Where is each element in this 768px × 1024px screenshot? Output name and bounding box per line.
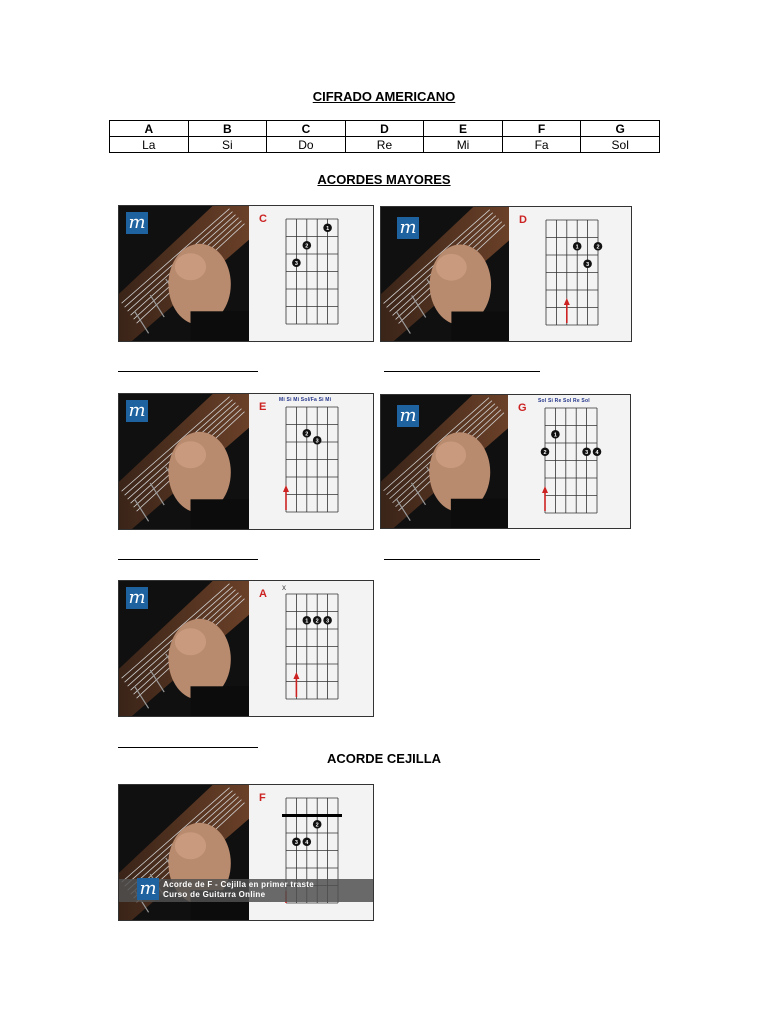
- chord-name: D: [519, 214, 527, 226]
- brand-logo-icon: m: [397, 217, 419, 239]
- brand-logo-icon: m: [137, 878, 159, 900]
- chord-card-d: [380, 206, 632, 342]
- note-cell: La: [110, 137, 189, 153]
- arrow-head-icon: [293, 672, 299, 679]
- finger-number: 3: [585, 449, 589, 456]
- note-cell: Si: [188, 137, 267, 153]
- barre-line: [282, 814, 342, 817]
- chord-diagram: [249, 206, 373, 341]
- finger-number: 3: [315, 438, 319, 445]
- chord-card-g: [380, 394, 631, 529]
- chord-diagram: [249, 394, 373, 529]
- finger-number: 2: [315, 618, 319, 625]
- finger-number: 4: [305, 839, 309, 846]
- cejilla-heading: ACORDE CEJILLA: [326, 751, 442, 766]
- finger-number: 1: [575, 244, 579, 251]
- latin-row: [110, 137, 660, 153]
- finger-number: 2: [315, 822, 319, 829]
- caption-line: Acorde de F - Cejilla en primer traste: [163, 880, 314, 889]
- chord-card-a: [118, 580, 374, 717]
- finger-number: 3: [326, 618, 330, 625]
- finger-number: 2: [305, 243, 309, 250]
- mayores-heading: ACORDES MAYORES: [317, 172, 451, 187]
- arrow-head-icon: [283, 485, 289, 492]
- arrow-head-icon: [542, 486, 548, 493]
- brand-logo-icon: m: [126, 587, 148, 609]
- answer-blank[interactable]: [384, 558, 540, 560]
- note-cell: B: [188, 121, 267, 137]
- finger-number: 2: [596, 244, 600, 251]
- string-tuning-labels: Mi Si Mi Sol/Fa Si Mi: [279, 397, 332, 403]
- note-cell: Sol: [581, 137, 660, 153]
- finger-number: 1: [326, 225, 330, 232]
- chord-name: G: [518, 402, 527, 414]
- caption-line: Curso de Guitarra Online: [163, 890, 266, 899]
- muted-string-mark: x: [282, 583, 286, 592]
- chord-card-e: [118, 393, 374, 530]
- chord-name: C: [259, 213, 267, 225]
- finger-number: 4: [595, 449, 599, 456]
- arrow-head-icon: [564, 298, 570, 305]
- note-cell: Do: [267, 137, 346, 153]
- note-cell: Mi: [424, 137, 503, 153]
- answer-blank[interactable]: [118, 370, 258, 372]
- answer-blank[interactable]: [118, 746, 258, 748]
- answer-blank[interactable]: [384, 370, 540, 372]
- cifrado-heading: CIFRADO AMERICANO: [312, 89, 456, 104]
- note-cell: G: [581, 121, 660, 137]
- note-cell: F: [502, 121, 581, 137]
- note-cell: E: [424, 121, 503, 137]
- note-cell: Re: [345, 137, 424, 153]
- brand-logo-icon: m: [126, 212, 148, 234]
- finger-number: 3: [586, 261, 590, 268]
- note-cell: Fa: [502, 137, 581, 153]
- chord-name: F: [259, 792, 266, 804]
- chord-card-c: [118, 205, 374, 342]
- note-cell: C: [267, 121, 346, 137]
- answer-blank[interactable]: [118, 558, 258, 560]
- chord-name: E: [259, 401, 267, 413]
- finger-number: 1: [553, 432, 557, 439]
- fretboard-grid: [249, 394, 373, 529]
- brand-logo-icon: m: [397, 405, 419, 427]
- brand-logo-icon: m: [126, 400, 148, 422]
- chord-name: A: [259, 588, 267, 600]
- finger-number: 2: [543, 449, 547, 456]
- american-row: [110, 121, 660, 137]
- chord-diagram: [249, 581, 373, 716]
- string-tuning-labels: Sol Si Re Sol Re Sol: [538, 398, 590, 404]
- finger-number: 3: [294, 839, 298, 846]
- notes-table: [109, 120, 660, 153]
- finger-number: 1: [305, 618, 309, 625]
- fretboard-grid: [249, 581, 373, 716]
- chord-diagram: [508, 395, 630, 528]
- note-cell: A: [110, 121, 189, 137]
- fretboard-grid: [508, 395, 630, 528]
- finger-number: 3: [294, 260, 298, 267]
- note-cell: D: [345, 121, 424, 137]
- chord-diagram: [509, 207, 631, 341]
- chord-card-f: [118, 784, 374, 921]
- fretboard-grid: [509, 207, 631, 341]
- finger-number: 2: [305, 431, 309, 438]
- fretboard-grid: [249, 206, 373, 341]
